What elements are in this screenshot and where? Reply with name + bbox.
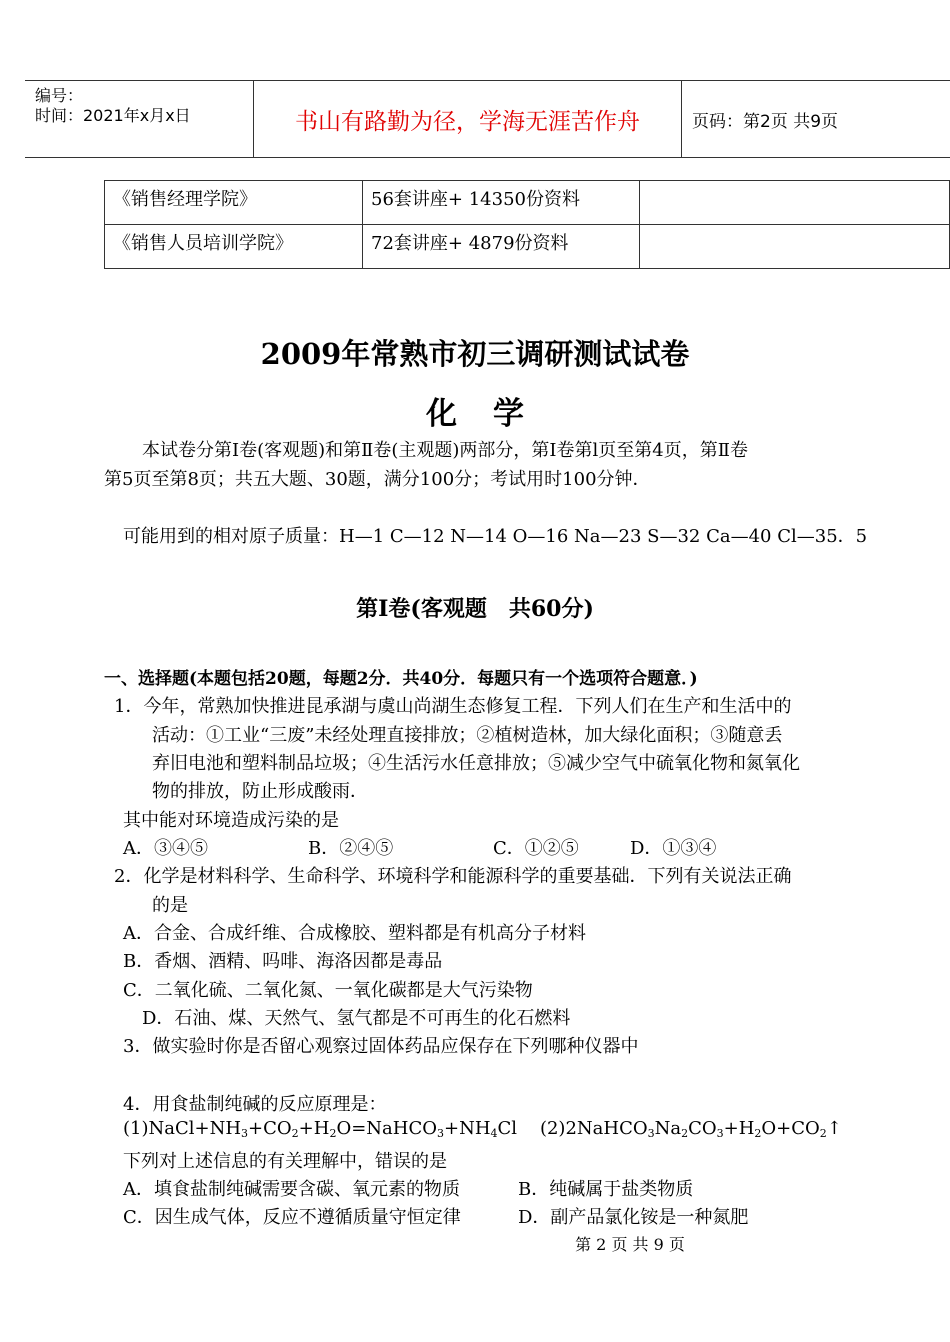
section-title: 第Ⅰ卷(客观题 共60分) — [356, 596, 594, 622]
serial-label: 编号： — [35, 86, 84, 105]
eq2-label: (2) — [539, 1118, 566, 1139]
catalog-name: 《销售经理学院》 — [105, 181, 363, 225]
q4-option-b: B．纯碱属于盐类物质 — [518, 1179, 694, 1200]
catalog-table — [104, 180, 950, 269]
q4-equations: $(1)NaCl+NH_3+CO_2+H_2O=NaHCO_3+NH_4Cl$ $(2)2NaHCO_3Na_2CO_3+H_2O+CO_2↑$ — [123, 1118, 842, 1140]
q4-option-c: C．因生成气体，反应不遵循质量守恒定律 — [123, 1207, 461, 1228]
q1-line: 弃旧电池和塑料制品垃圾；④生活污水任意排放；⑤减少空气中硫氧化物和氮氧化 — [152, 753, 800, 774]
q2-line: 2．化学是材料科学、生命科学、环境科学和能源科学的重要基础．下列有关说法正确 — [114, 866, 792, 887]
table-row — [105, 225, 950, 269]
atomic-mass-line: 可能用到的相对原子质量：H—1 C—12 N—14 O—16 Na—23 S—32 Ca—40 Cl—35．5 — [123, 526, 868, 547]
q2-option-b: B．香烟、酒精、吗啡、海洛因都是毒品 — [123, 951, 443, 972]
q1-stem: 其中能对环境造成污染的是 — [123, 810, 339, 831]
intro-line: 第5页至第8页；共五大题、30题，满分100分；考试用时100分钟． — [104, 469, 651, 490]
exam-subject: 化学 — [426, 396, 560, 432]
page-header — [25, 80, 950, 158]
q2-option-d: D．石油、煤、天然气、氢气都是不可再生的化石燃料 — [142, 1008, 571, 1029]
q1-line: 1．今年，常熟加快推进昆承湖与虞山尚湖生态修复工程．下列人们在生产和生活中的 — [114, 696, 792, 717]
q1-option-a: A．③④⑤ — [123, 838, 208, 859]
time-label: 时间：2021年x月x日 — [35, 106, 191, 125]
page-footer: 第 2 页 共 9 页 — [575, 1235, 685, 1254]
catalog-content: 56套讲座+ 14350份资料 — [363, 181, 640, 225]
q2-option-a: A．合金、合成纤维、合成橡胶、塑料都是有机高分子材料 — [123, 923, 586, 944]
header-motto: 书山有路勤为径，学海无涯苦作舟 — [253, 81, 682, 157]
exam-title: 2009年常熟市初三调研测试试卷 — [260, 337, 690, 371]
eq1-label: (1) — [123, 1118, 149, 1139]
intro-line: 本试卷分第Ⅰ卷(客观题)和第Ⅱ卷(主观题)两部分，第Ⅰ卷第l页至第4页，第Ⅱ卷 — [142, 440, 748, 461]
catalog-extra — [640, 181, 950, 225]
q4-stem: 4．用食盐制纯碱的反应原理是： — [123, 1094, 387, 1115]
q1-line: 物的排放，防止形成酸雨． — [152, 781, 368, 802]
catalog-extra — [640, 225, 950, 269]
q1-option-c: C．①②⑤ — [493, 838, 579, 859]
q1-option-d: D．①③④ — [630, 838, 717, 859]
catalog-name: 《销售人员培训学院》 — [105, 225, 363, 269]
q4-question: 下列对上述信息的有关理解中，错误的是 — [123, 1151, 447, 1172]
table-row — [105, 181, 950, 225]
q1-line: 活动：①工业“三废”未经处理直接排放；②植树造林，加大绿化面积；③随意丢 — [152, 725, 783, 746]
q2-option-c: C．二氧化硫、二氧化氮、一氧化碳都是大气污染物 — [123, 980, 533, 1001]
header-meta — [25, 81, 253, 157]
q4-option-d: D．副产品氯化铵是一种氮肥 — [518, 1207, 749, 1228]
header-page-info: 页码：第2页 共9页 — [692, 111, 839, 132]
catalog-content: 72套讲座+ 4879份资料 — [363, 225, 640, 269]
q4-option-a: A．填食盐制纯碱需要含碳、氧元素的物质 — [123, 1179, 460, 1200]
part-heading: 一、选择题(本题包括20题，每题2分．共40分．每题只有一个选项符合题意．) — [104, 669, 698, 689]
q1-option-b: B．②④⑤ — [308, 838, 394, 859]
q3-line: 3．做实验时你是否留心观察过固体药品应保存在下列哪种仪器中 — [123, 1036, 639, 1057]
q2-line: 的是 — [152, 895, 188, 916]
